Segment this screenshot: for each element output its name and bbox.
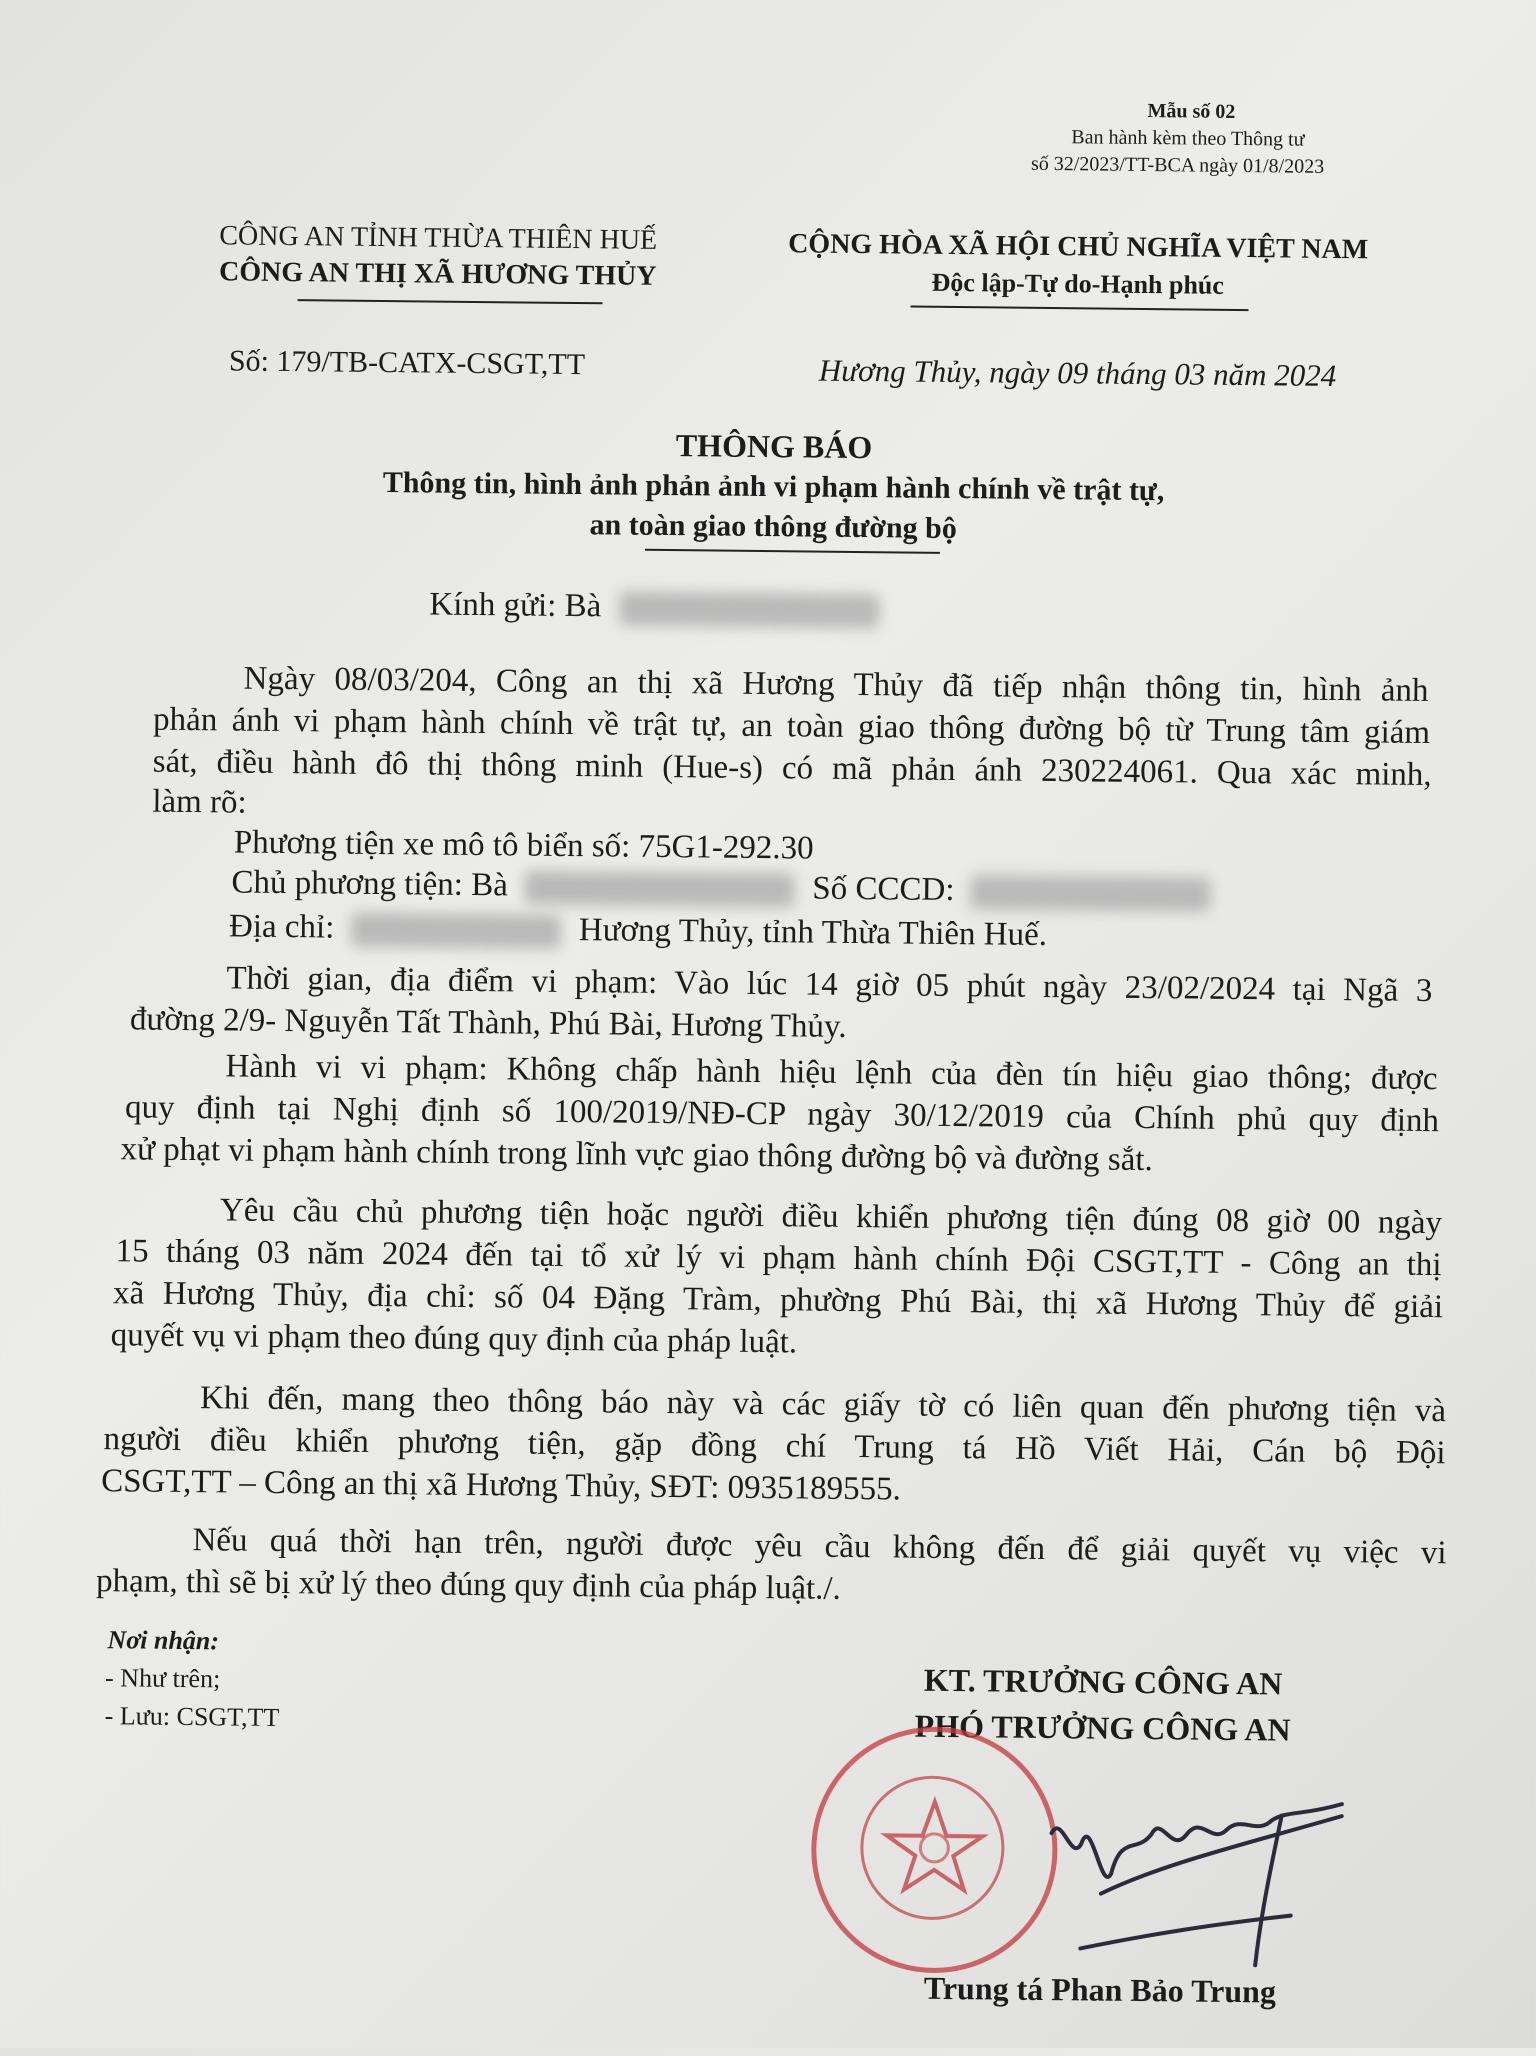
owner-label: Chủ phương tiện: Bà [231, 864, 509, 904]
paragraph-1-line-2: phản ánh vi phạm hành chính về trật tự, an toàn giao thông đường bộ từ Trung tâm giám [152, 701, 1431, 752]
document-title: THÔNG BÁO [675, 427, 873, 466]
republic-name: CỘNG HÒA XÃ HỘI CHỦ NGHĨA VIỆT NAM [787, 228, 1369, 266]
document-number: Số: 179/TB-CATX-CSGT,TT [228, 344, 586, 382]
redacted-address [350, 913, 560, 949]
vehicle-owner [231, 864, 1211, 912]
form-issued-with: Ban hành kèm theo Thông tư [1071, 126, 1305, 151]
late-line-1: Nếu quá thời hạn trên, người được yêu cầu không đến để giải quyết vụ việc vi [192, 1522, 1447, 1572]
bring-line-2: người điều khiển phương tiện, gặp đồng chí Trung tá Hồ Viết Hải, Cán bộ Đội [103, 1421, 1446, 1472]
address-label: Địa chỉ: [228, 908, 335, 946]
recipient-1: - Như trên; [104, 1663, 221, 1694]
request-line-1: Yêu cầu chủ phương tiện hoặc người điều khiển phương tiện đúng 08 giờ 00 ngày [219, 1192, 1443, 1242]
cccd-label: Số CCCD: [812, 870, 955, 909]
violation-time-line-1: Thời gian, địa điểm vi phạm: Vào lúc 14 giờ 05 phút ngày 23/02/2024 tại Ngã 3 [226, 960, 1433, 1010]
owner-address [229, 908, 1047, 954]
vehicle-plate: Phương tiện xe mô tô biển số: 75G1-292.30 [233, 824, 814, 867]
request-line-2: 15 tháng 03 năm 2024 đến tại tổ xử lý vi phạm hành chính Đội CSGT,TT - Công an thị [115, 1233, 1442, 1284]
national-motto: Độc lập-Tự do-Hạnh phúc [931, 267, 1225, 300]
request-line-4: quyết vụ vi phạm theo đúng quy định của pháp luật. [110, 1317, 798, 1361]
signature-title-2: PHÓ TRƯỞNG CÔNG AN [914, 1707, 1291, 1748]
recipients-label: Nơi nhận: [107, 1625, 220, 1656]
motto-underline [911, 306, 1249, 312]
official-seal [810, 1726, 1059, 1975]
violation-act-line-1: Hành vi vi phạm: Không chấp hành hiệu lệnh của đèn tín hiệu giao thông; được [225, 1048, 1438, 1098]
addressee [429, 587, 880, 629]
bring-line-1: Khi đến, mang theo thông báo này và các giấy tờ có liên quan đến phương tiện và [199, 1380, 1447, 1430]
place-and-date: Hương Thủy, ngày 09 tháng 03 năm 2024 [818, 352, 1337, 393]
signatory-name: Trung tá Phan Bảo Trung [923, 1969, 1277, 2010]
violation-time-line-2: đường 2/9- Nguyễn Tất Thành, Phú Bài, Hương Thủy. [129, 1001, 847, 1045]
signature-title-1: KT. TRƯỞNG CÔNG AN [923, 1661, 1283, 1702]
violation-act-line-2: quy định tại Nghị định số 100/2019/NĐ-CP ngày 30/12/2019 của Chính phủ quy định [124, 1089, 1440, 1140]
paragraph-1-line-3: sát, điều hành đô thị thông minh (Hue-s) có mã phản ánh 230224061. Qua xác minh, [152, 743, 1432, 794]
document-subtitle-1: Thông tin, hình ảnh phản ảnh vi phạm hành chính về trật tự, [382, 466, 1165, 508]
paragraph-1-line-4: làm rõ: [152, 783, 247, 821]
redacted-cccd [971, 876, 1211, 913]
bring-line-3: CSGT,TT – Công an thị xã Hương Thủy, SĐT: 0935189555. [100, 1463, 902, 1508]
seal-star-icon [815, 1731, 1053, 1969]
handwritten-signature [1040, 1773, 1362, 1976]
recipient-2: - Lưu: CSGT,TT [104, 1701, 280, 1733]
agency-parent: CÔNG AN TỈNH THỪA THIÊN HUẾ [219, 220, 658, 256]
agency-underline [298, 299, 603, 304]
form-number: Mẫu số 02 [1147, 100, 1236, 123]
agency-name: CÔNG AN THỊ XÃ HƯƠNG THỦY [218, 256, 657, 292]
address-tail: Hương Thủy, tỉnh Thừa Thiên Huế. [578, 912, 1048, 953]
title-underline [645, 549, 940, 554]
late-line-2: phạm, thì sẽ bị xử lý theo đúng quy định của pháp luật./. [95, 1563, 841, 1607]
paragraph-1-line-1: Ngày 08/03/204, Công an thị xã Hương Thủy đã tiếp nhận thông tin, hình ảnh [243, 660, 1429, 709]
form-circular: số 32/2023/TT-BCA ngày 01/8/2023 [1030, 152, 1325, 178]
document-subtitle-2: an toàn giao thông đường bộ [589, 508, 957, 546]
violation-act-line-3: xử phạt vi phạm hành chính trong lĩnh vực giao thông đường bộ và đường sắt. [120, 1131, 1153, 1179]
addressee-label: Kính gửi: Bà [429, 586, 602, 625]
redacted-name [619, 592, 879, 629]
redacted-owner [524, 871, 794, 908]
request-line-3: xã Hương Thủy, địa chỉ: số 04 Đặng Tràm, phường Phú Bài, thị xã Hương Thủy để giải [112, 1275, 1444, 1326]
